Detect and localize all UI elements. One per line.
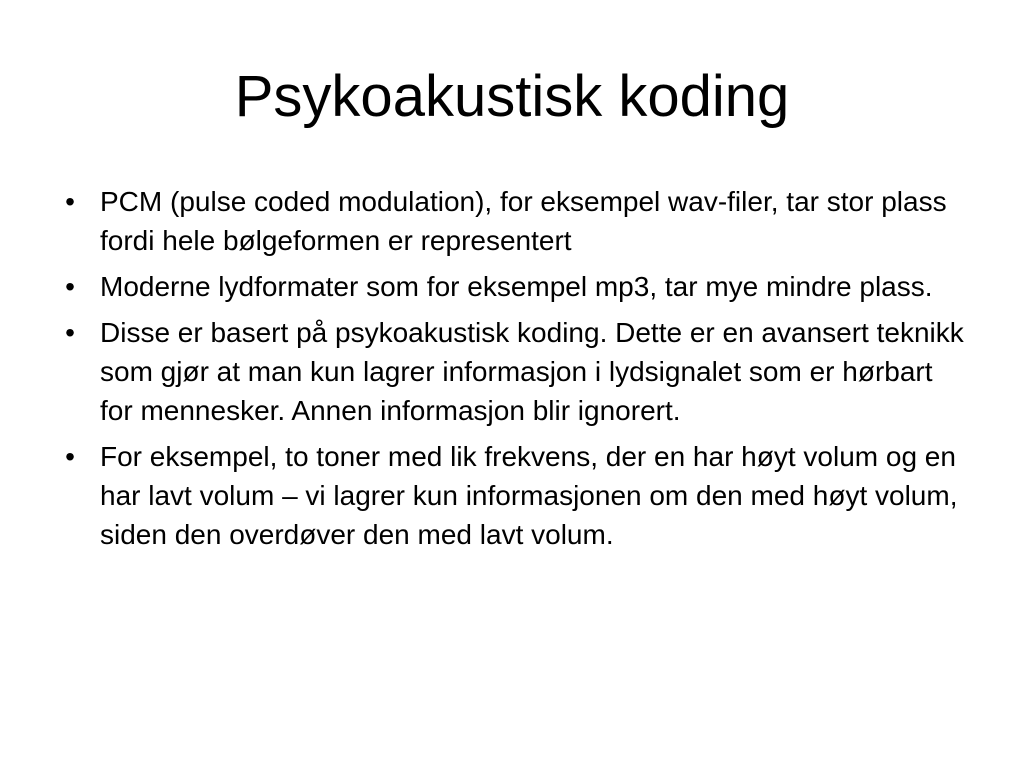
bullet-dot-icon: • bbox=[65, 317, 75, 348]
bullet-item bbox=[60, 267, 970, 306]
bullet-list bbox=[60, 182, 970, 561]
bullet-item bbox=[60, 313, 970, 430]
bullet-text: PCM (pulse coded modulation), for eksempel wav-filer, tar stor plass fordi hele bølgeformen er representert bbox=[100, 186, 947, 256]
bullet-text: For eksempel, to toner med lik frekvens, der en har høyt volum og en har lavt volum – vi lagrer kun informasjonen om den med høyt volum, siden den overdøver den med lavt volum. bbox=[100, 441, 958, 550]
bullet-text: Disse er basert på psykoakustisk koding. Dette er en avansert teknikk som gjør at man kun lagrer informasjon i lydsignalet som er hørbart for mennesker. Annen informasjon blir ignorert. bbox=[100, 317, 964, 426]
bullet-dot-icon: • bbox=[65, 186, 75, 217]
bullet-text: Moderne lydformater som for eksempel mp3, tar mye mindre plass. bbox=[100, 271, 933, 302]
bullet-item bbox=[60, 182, 970, 260]
bullet-dot-icon: • bbox=[65, 271, 75, 302]
bullet-dot-icon: • bbox=[65, 441, 75, 472]
bullet-item bbox=[60, 437, 970, 554]
slide-title: Psykoakustisk koding bbox=[234, 64, 790, 129]
